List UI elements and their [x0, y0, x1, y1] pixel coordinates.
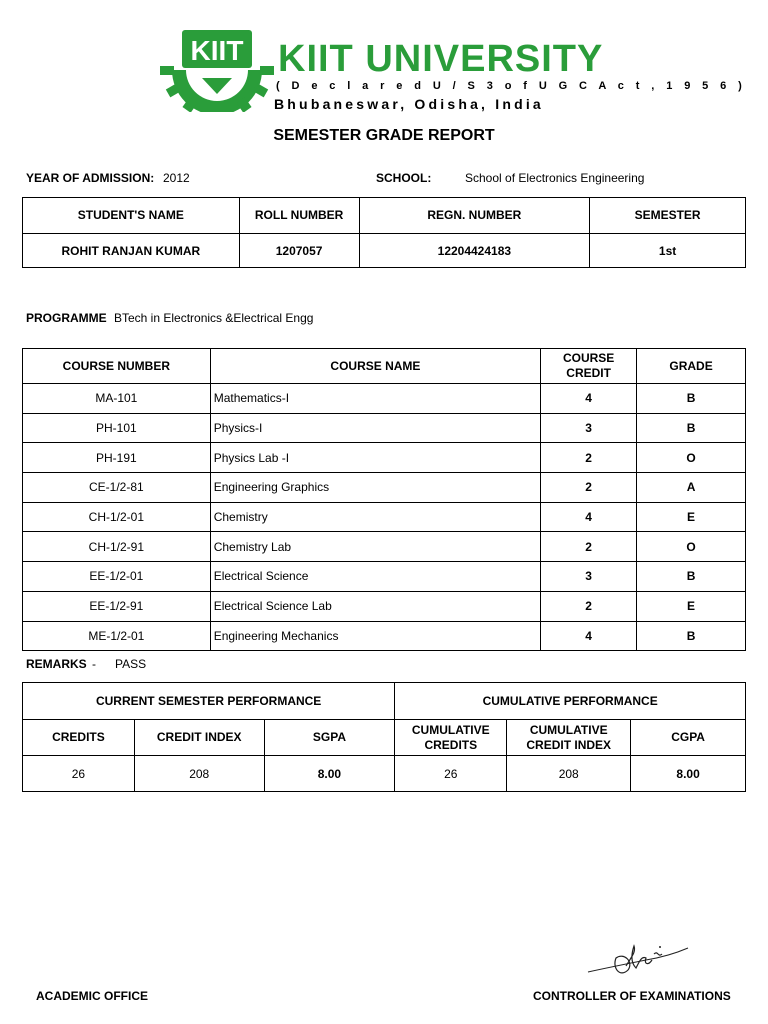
header-course-number: COURSE NUMBER: [23, 349, 211, 384]
course-number: EE-1/2-01: [23, 562, 211, 592]
course-grade: O: [637, 443, 746, 473]
course-table-header: [23, 349, 746, 384]
course-grade: B: [637, 413, 746, 443]
credits-value: 26: [23, 756, 135, 792]
semester: 1st: [590, 234, 746, 268]
university-name: KIIT UNIVERSITY: [278, 38, 604, 80]
cumulative-credits-value: 26: [395, 756, 507, 792]
course-credit: 3: [541, 562, 637, 592]
table-row: [23, 502, 746, 532]
course-number: CE-1/2-81: [23, 473, 211, 503]
header-regn-number: REGN. NUMBER: [359, 198, 590, 234]
programme-value: BTech in Electronics &Electrical Engg: [114, 311, 314, 325]
student-table-header: [23, 198, 746, 234]
remarks-value: PASS: [115, 657, 147, 671]
university-declaration: ( D e c l a r e d U / S 3 o f U G C A c t , 1 9 5 6 ): [276, 80, 747, 92]
course-grade: B: [637, 562, 746, 592]
course-name: Electrical Science: [210, 562, 540, 592]
header-students-name: STUDENT'S NAME: [23, 198, 240, 234]
header-course-name: COURSE NAME: [210, 349, 540, 384]
course-credit: 2: [541, 443, 637, 473]
course-name: Engineering Mechanics: [210, 621, 540, 651]
header-credit-index: CREDIT INDEX: [134, 720, 264, 756]
table-row: [23, 473, 746, 503]
kiit-logo-gear-icon: [158, 24, 276, 112]
course-credit: 3: [541, 413, 637, 443]
university-location: Bhubaneswar, Odisha, India: [274, 96, 544, 112]
controller-of-examinations-label: CONTROLLER OF EXAMINATIONS: [533, 989, 731, 1003]
course-name: Physics-I: [210, 413, 540, 443]
course-number: CH-1/2-01: [23, 502, 211, 532]
performance-group-header: [23, 683, 746, 720]
table-row: [23, 756, 746, 792]
remarks-label: REMARKS: [26, 657, 87, 671]
table-row: [23, 591, 746, 621]
admission-value: 2012: [163, 171, 190, 185]
course-credit: 4: [541, 621, 637, 651]
course-credit: 2: [541, 473, 637, 503]
university-header: [158, 22, 747, 114]
course-number: MA-101: [23, 384, 211, 414]
admission-label: YEAR OF ADMISSION:: [26, 171, 155, 185]
school-value: School of Electronics Engineering: [465, 171, 645, 185]
header-semester: SEMESTER: [590, 198, 746, 234]
table-row: [23, 562, 746, 592]
cgpa-value: 8.00: [631, 756, 746, 792]
course-name: Mathematics-I: [210, 384, 540, 414]
header-cgpa: CGPA: [631, 720, 746, 756]
header-sgpa: SGPA: [264, 720, 395, 756]
course-credit: 2: [541, 532, 637, 562]
signature-icon: [586, 938, 690, 982]
course-grade: A: [637, 473, 746, 503]
student-info-table: [22, 197, 746, 268]
header-roll-number: ROLL NUMBER: [239, 198, 359, 234]
school-label: SCHOOL:: [376, 171, 432, 185]
header-course-credit: COURSE CREDIT: [541, 349, 637, 384]
performance-table: [22, 682, 746, 792]
course-name: Engineering Graphics: [210, 473, 540, 503]
academic-office-label: ACADEMIC OFFICE: [36, 989, 148, 1003]
table-row: [23, 413, 746, 443]
course-number: ME-1/2-01: [23, 621, 211, 651]
table-row: [23, 234, 746, 268]
course-name: Chemistry Lab: [210, 532, 540, 562]
course-grades-table: [22, 348, 746, 651]
remarks-dash: -: [92, 657, 96, 671]
course-credit: 4: [541, 502, 637, 532]
student-name: ROHIT RANJAN KUMAR: [23, 234, 240, 268]
table-row: [23, 443, 746, 473]
course-grade: E: [637, 502, 746, 532]
course-grade: B: [637, 621, 746, 651]
course-name: Chemistry: [210, 502, 540, 532]
course-grade: B: [637, 384, 746, 414]
table-row: [23, 621, 746, 651]
credit-index-value: 208: [134, 756, 264, 792]
current-semester-heading: CURRENT SEMESTER PERFORMANCE: [23, 683, 395, 720]
course-number: EE-1/2-91: [23, 591, 211, 621]
programme-label: PROGRAMME: [26, 311, 107, 325]
report-title: SEMESTER GRADE REPORT: [273, 127, 495, 144]
logo-text: KIIT: [190, 35, 244, 66]
course-credit: 4: [541, 384, 637, 414]
cumulative-credit-index-value: 208: [507, 756, 631, 792]
roll-number: 1207057: [239, 234, 359, 268]
course-name: Physics Lab -I: [210, 443, 540, 473]
course-number: PH-101: [23, 413, 211, 443]
header-grade: GRADE: [637, 349, 746, 384]
course-grade: E: [637, 591, 746, 621]
table-row: [23, 532, 746, 562]
course-number: CH-1/2-91: [23, 532, 211, 562]
cumulative-heading: CUMULATIVE PERFORMANCE: [395, 683, 746, 720]
header-cumulative-credits: CUMULATIVE CREDITS: [395, 720, 507, 756]
sgpa-value: 8.00: [264, 756, 395, 792]
performance-column-header: [23, 720, 746, 756]
regn-number: 12204424183: [359, 234, 590, 268]
table-row: [23, 384, 746, 414]
header-credits: CREDITS: [23, 720, 135, 756]
course-name: Electrical Science Lab: [210, 591, 540, 621]
course-credit: 2: [541, 591, 637, 621]
course-grade: O: [637, 532, 746, 562]
course-number: PH-191: [23, 443, 211, 473]
header-cumulative-credit-index: CUMULATIVE CREDIT INDEX: [507, 720, 631, 756]
